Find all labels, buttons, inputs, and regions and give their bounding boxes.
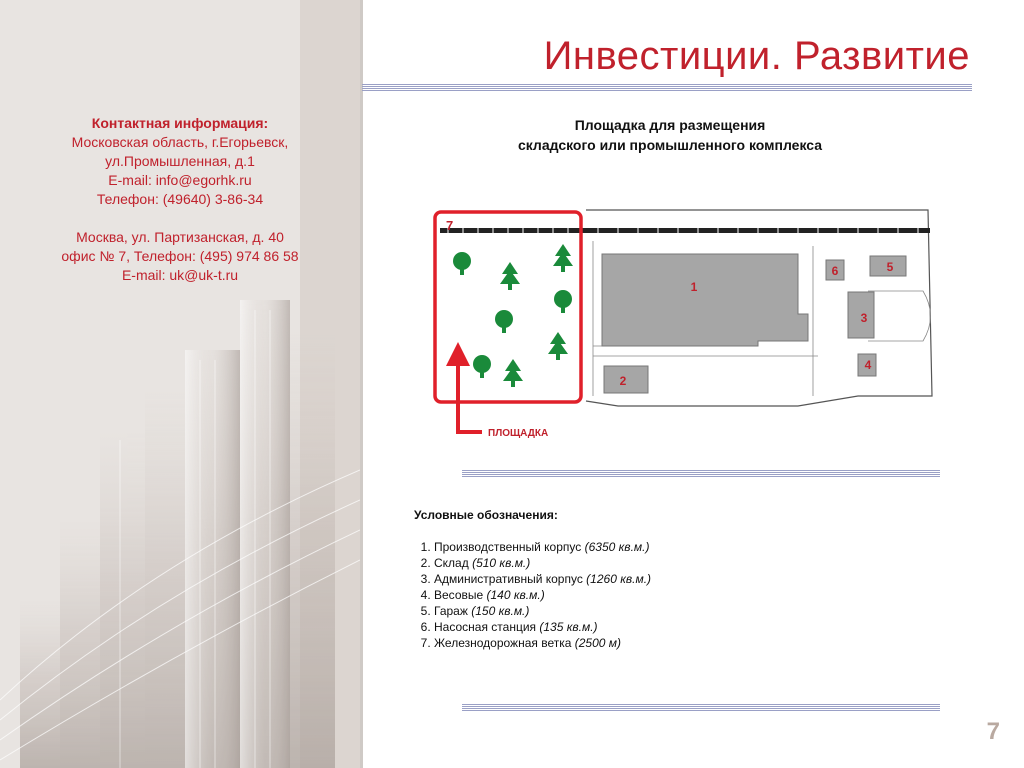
contact-phone: Телефон: (49640) 3-86-34 — [96, 191, 264, 207]
legend-item: 4. Весовые (140 кв.м.) — [434, 587, 651, 603]
site-map — [418, 196, 950, 446]
plot-label: ПЛОЩАДКА — [488, 428, 549, 439]
contact-line: Московская область, г.Егорьевск, — [71, 134, 289, 150]
title-rule — [362, 84, 972, 91]
contact-heading: Контактная информация: — [91, 115, 269, 131]
page-title: Инвестиции. Развитие — [543, 34, 970, 78]
contact-phone: офис № 7, Телефон: (495) 974 86 58 — [61, 248, 299, 264]
legend-item: 2. Склад (510 кв.м.) — [434, 555, 651, 571]
left-panel — [0, 0, 360, 768]
legend-item: 3. Административный корпус (1260 кв.м.) — [434, 571, 651, 587]
map-label-5: 5 — [886, 260, 894, 274]
map-label-6: 6 — [831, 264, 839, 278]
bottom-rule — [462, 704, 940, 711]
spacer — [20, 209, 340, 228]
legend-list — [414, 539, 651, 651]
map-label-3: 3 — [860, 311, 868, 325]
contact-line: Москва, ул. Партизанская, д. 40 — [76, 229, 284, 245]
map-label-4: 4 — [864, 358, 872, 372]
contact-info — [20, 114, 340, 285]
legend — [414, 508, 651, 651]
legend-item: 1. Производственный корпус (6350 кв.м.) — [434, 539, 651, 555]
site-title-line: Площадка для размещения — [574, 117, 766, 133]
site-plan — [418, 196, 950, 446]
railway-line — [440, 228, 930, 233]
contact-line: ул.Промышленная, д.1 — [105, 153, 255, 169]
legend-item: 5. Гараж (150 кв.м.) — [434, 603, 651, 619]
map-label-7: 7 — [446, 218, 454, 233]
map-rule — [462, 470, 940, 477]
map-label-2: 2 — [619, 374, 627, 388]
site-title — [470, 115, 870, 155]
page-number: 7 — [986, 718, 1000, 745]
panel-divider — [360, 0, 363, 768]
tree-icon — [453, 244, 573, 387]
building-1 — [602, 254, 808, 346]
site-title-line: складского или промышленного комплекса — [517, 137, 823, 153]
legend-item: 6. Насосная станция (135 кв.м.) — [434, 619, 651, 635]
arrow-up-icon — [446, 342, 482, 432]
legend-title: Условные обозначения: — [414, 508, 558, 522]
legend-item: 7. Железнодорожная ветка (2500 м) — [434, 635, 651, 651]
contact-email: E-mail: info@egorhk.ru — [108, 172, 252, 188]
contact-email: E-mail: uk@uk-t.ru — [121, 267, 239, 283]
map-label-1: 1 — [690, 280, 698, 294]
